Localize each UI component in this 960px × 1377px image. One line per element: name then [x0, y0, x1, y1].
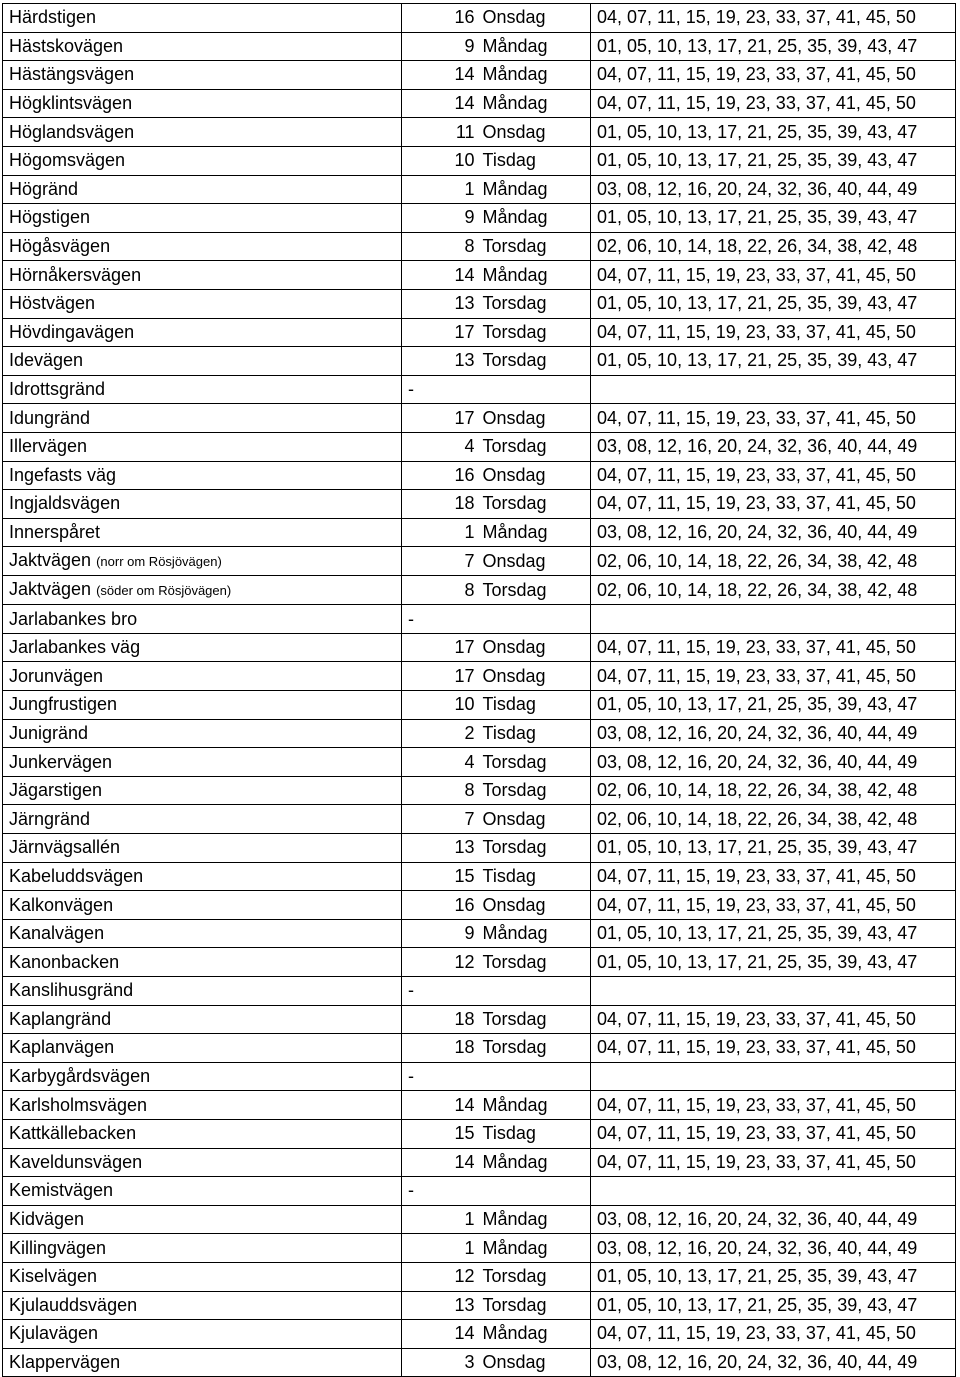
week-numbers: 04, 07, 11, 15, 19, 23, 33, 37, 41, 45, 50 — [591, 633, 956, 662]
route-number: 1 — [402, 518, 479, 547]
weekday: Torsdag — [479, 834, 591, 863]
street-name: Högklintsvägen — [9, 93, 133, 114]
week-numbers: 03, 08, 12, 16, 20, 24, 32, 36, 40, 44, 49 — [591, 175, 956, 204]
street-cell — [3, 375, 402, 404]
weekday: Måndag — [479, 175, 591, 204]
weekday: Tisdag — [479, 691, 591, 720]
week-numbers: 04, 07, 11, 15, 19, 23, 33, 37, 41, 45, 50 — [591, 862, 956, 891]
table-row — [3, 347, 956, 376]
week-numbers: 04, 07, 11, 15, 19, 23, 33, 37, 41, 45, 50 — [591, 1148, 956, 1177]
weekday: Torsdag — [479, 289, 591, 318]
weekday: Måndag — [479, 261, 591, 290]
route-number: 2 — [402, 719, 479, 748]
street-name: Jaktvägen — [9, 579, 92, 600]
week-numbers: 04, 07, 11, 15, 19, 23, 33, 37, 41, 45, 50 — [591, 490, 956, 519]
table-row — [3, 432, 956, 461]
route-number: 1 — [402, 175, 479, 204]
street-name: Järngränd — [9, 808, 91, 829]
street-name: Kaplanvägen — [9, 1037, 115, 1058]
street-cell — [3, 146, 402, 175]
table-row — [3, 547, 956, 576]
weekday: Tisdag — [479, 862, 591, 891]
weekday: Onsdag — [479, 662, 591, 691]
weekday: Torsdag — [479, 318, 591, 347]
street-note: (söder om Rösjövägen) — [96, 583, 232, 599]
table-row — [3, 175, 956, 204]
weekday: Onsdag — [479, 891, 591, 920]
route-number: 3 — [402, 1348, 479, 1377]
route-number: 14 — [402, 89, 479, 118]
week-numbers: 02, 06, 10, 14, 18, 22, 26, 34, 38, 42, 48 — [591, 576, 956, 605]
table-row — [3, 576, 956, 605]
week-numbers: 04, 07, 11, 15, 19, 23, 33, 37, 41, 45, 50 — [591, 404, 956, 433]
route-number: 17 — [402, 633, 479, 662]
table-row — [3, 1177, 956, 1206]
table-body — [3, 4, 956, 1377]
week-numbers: 03, 08, 12, 16, 20, 24, 32, 36, 40, 44, 49 — [591, 748, 956, 777]
street-cell — [3, 32, 402, 61]
street-name: Hörnåkersvägen — [9, 264, 142, 285]
street-cell — [3, 1005, 402, 1034]
weekday: Måndag — [479, 1205, 591, 1234]
weekday: Tisdag — [479, 719, 591, 748]
week-numbers: 03, 08, 12, 16, 20, 24, 32, 36, 40, 44, 49 — [591, 719, 956, 748]
route-number: 1 — [402, 1205, 479, 1234]
street-cell — [3, 289, 402, 318]
street-name: Högomsvägen — [9, 150, 126, 171]
street-name: Högstigen — [9, 207, 91, 228]
week-numbers: 03, 08, 12, 16, 20, 24, 32, 36, 40, 44, 49 — [591, 1348, 956, 1377]
week-numbers: 04, 07, 11, 15, 19, 23, 33, 37, 41, 45, 50 — [591, 461, 956, 490]
street-cell — [3, 61, 402, 90]
table-row — [3, 404, 956, 433]
street-cell — [3, 719, 402, 748]
street-name: Hövdingavägen — [9, 321, 135, 342]
street-name: Järnvägsallén — [9, 837, 121, 858]
table-row — [3, 776, 956, 805]
weekday: Torsdag — [479, 1291, 591, 1320]
weekday — [479, 1062, 591, 1091]
week-numbers: 03, 08, 12, 16, 20, 24, 32, 36, 40, 44, 49 — [591, 1205, 956, 1234]
table-row — [3, 977, 956, 1006]
weekday: Torsdag — [479, 432, 591, 461]
weekday: Måndag — [479, 89, 591, 118]
street-name: Idrottsgränd — [9, 379, 106, 400]
street-name: Jungfrustigen — [9, 694, 118, 715]
collection-schedule-table — [2, 3, 956, 1377]
route-number: 18 — [402, 490, 479, 519]
street-cell — [3, 318, 402, 347]
weekday: Måndag — [479, 61, 591, 90]
street-cell — [3, 576, 402, 605]
table-row — [3, 605, 956, 634]
street-cell — [3, 1034, 402, 1063]
week-numbers: 04, 07, 11, 15, 19, 23, 33, 37, 41, 45, 50 — [591, 261, 956, 290]
week-numbers: 02, 06, 10, 14, 18, 22, 26, 34, 38, 42, 48 — [591, 547, 956, 576]
table-row — [3, 834, 956, 863]
weekday: Tisdag — [479, 1119, 591, 1148]
week-numbers: 04, 07, 11, 15, 19, 23, 33, 37, 41, 45, 50 — [591, 891, 956, 920]
weekday — [479, 1177, 591, 1206]
route-number: 16 — [402, 4, 479, 33]
table-row — [3, 805, 956, 834]
table-row — [3, 204, 956, 233]
table-row — [3, 232, 956, 261]
street-name: Killingvägen — [9, 1237, 107, 1258]
street-name: Högränd — [9, 178, 79, 199]
route-number: 18 — [402, 1005, 479, 1034]
week-numbers: 01, 05, 10, 13, 17, 21, 25, 35, 39, 43, 47 — [591, 204, 956, 233]
street-name: Jaktvägen — [9, 550, 92, 571]
week-numbers: 03, 08, 12, 16, 20, 24, 32, 36, 40, 44, 49 — [591, 432, 956, 461]
route-number: - — [402, 977, 479, 1006]
weekday — [479, 605, 591, 634]
street-cell — [3, 432, 402, 461]
street-cell — [3, 1262, 402, 1291]
street-cell — [3, 977, 402, 1006]
table-row — [3, 32, 956, 61]
street-cell — [3, 1291, 402, 1320]
street-cell — [3, 261, 402, 290]
street-name: Höstvägen — [9, 293, 96, 314]
street-cell — [3, 1205, 402, 1234]
route-number: 14 — [402, 261, 479, 290]
route-number: 13 — [402, 1291, 479, 1320]
weekday: Måndag — [479, 1091, 591, 1120]
street-cell — [3, 919, 402, 948]
street-name: Illervägen — [9, 436, 88, 457]
street-cell — [3, 175, 402, 204]
street-name: Hästskovägen — [9, 35, 124, 56]
route-number: 9 — [402, 204, 479, 233]
street-cell — [3, 1348, 402, 1377]
table-row — [3, 61, 956, 90]
week-numbers: 01, 05, 10, 13, 17, 21, 25, 35, 39, 43, 47 — [591, 948, 956, 977]
street-cell — [3, 518, 402, 547]
weekday: Torsdag — [479, 748, 591, 777]
route-number: 15 — [402, 862, 479, 891]
week-numbers: 03, 08, 12, 16, 20, 24, 32, 36, 40, 44, 49 — [591, 1234, 956, 1263]
route-number: 16 — [402, 891, 479, 920]
route-number: 13 — [402, 347, 479, 376]
street-name: Ingefasts väg — [9, 464, 117, 485]
week-numbers: 04, 07, 11, 15, 19, 23, 33, 37, 41, 45, 50 — [591, 61, 956, 90]
street-name: Kemistvägen — [9, 1180, 114, 1201]
street-cell — [3, 1320, 402, 1349]
street-name: Kjulavägen — [9, 1323, 99, 1344]
weekday: Torsdag — [479, 948, 591, 977]
route-number: 17 — [402, 662, 479, 691]
weekday: Torsdag — [479, 1005, 591, 1034]
table-row — [3, 862, 956, 891]
weekday: Torsdag — [479, 1262, 591, 1291]
week-numbers: 04, 07, 11, 15, 19, 23, 33, 37, 41, 45, 50 — [591, 662, 956, 691]
table-row — [3, 518, 956, 547]
street-cell — [3, 776, 402, 805]
table-row — [3, 1348, 956, 1377]
table-row — [3, 1262, 956, 1291]
street-cell — [3, 89, 402, 118]
weekday — [479, 375, 591, 404]
weekday: Torsdag — [479, 1034, 591, 1063]
street-cell — [3, 547, 402, 576]
weekday: Onsdag — [479, 461, 591, 490]
street-cell — [3, 1148, 402, 1177]
week-numbers: 04, 07, 11, 15, 19, 23, 33, 37, 41, 45, 50 — [591, 1119, 956, 1148]
route-number: 10 — [402, 691, 479, 720]
week-numbers: 03, 08, 12, 16, 20, 24, 32, 36, 40, 44, 49 — [591, 518, 956, 547]
street-name: Kanonbacken — [9, 951, 120, 972]
street-name: Kanslihusgränd — [9, 980, 134, 1001]
table-row — [3, 719, 956, 748]
route-number: 16 — [402, 461, 479, 490]
street-cell — [3, 461, 402, 490]
route-number: 9 — [402, 32, 479, 61]
street-name: Kaplangränd — [9, 1008, 112, 1029]
week-numbers: 04, 07, 11, 15, 19, 23, 33, 37, 41, 45, 50 — [591, 89, 956, 118]
route-number: 7 — [402, 547, 479, 576]
weekday: Torsdag — [479, 490, 591, 519]
weekday: Måndag — [479, 1148, 591, 1177]
street-cell — [3, 605, 402, 634]
week-numbers: 04, 07, 11, 15, 19, 23, 33, 37, 41, 45, 50 — [591, 1005, 956, 1034]
week-numbers: 01, 05, 10, 13, 17, 21, 25, 35, 39, 43, 47 — [591, 919, 956, 948]
week-numbers: 01, 05, 10, 13, 17, 21, 25, 35, 39, 43, 47 — [591, 834, 956, 863]
weekday: Måndag — [479, 518, 591, 547]
route-number: 17 — [402, 318, 479, 347]
street-name: Junigränd — [9, 722, 89, 743]
route-number: 1 — [402, 1234, 479, 1263]
week-numbers — [591, 605, 956, 634]
weekday: Måndag — [479, 1320, 591, 1349]
route-number: 4 — [402, 748, 479, 777]
street-cell — [3, 4, 402, 33]
route-number: 14 — [402, 61, 479, 90]
table-row — [3, 1005, 956, 1034]
street-cell — [3, 891, 402, 920]
route-number: 17 — [402, 404, 479, 433]
street-name: Kjulauddsvägen — [9, 1294, 138, 1315]
week-numbers: 02, 06, 10, 14, 18, 22, 26, 34, 38, 42, 48 — [591, 805, 956, 834]
street-name: Kanalvägen — [9, 923, 105, 944]
table-row — [3, 289, 956, 318]
weekday: Onsdag — [479, 404, 591, 433]
route-number: 14 — [402, 1320, 479, 1349]
weekday: Måndag — [479, 32, 591, 61]
weekday — [479, 977, 591, 1006]
table-row — [3, 1291, 956, 1320]
week-numbers: 01, 05, 10, 13, 17, 21, 25, 35, 39, 43, 47 — [591, 146, 956, 175]
table-row — [3, 261, 956, 290]
table-row — [3, 1320, 956, 1349]
route-number: - — [402, 375, 479, 404]
route-number: 12 — [402, 1262, 479, 1291]
route-number: 11 — [402, 118, 479, 147]
route-number: 8 — [402, 576, 479, 605]
route-number: 14 — [402, 1148, 479, 1177]
route-number: 15 — [402, 1119, 479, 1148]
week-numbers: 01, 05, 10, 13, 17, 21, 25, 35, 39, 43, 47 — [591, 1262, 956, 1291]
street-name: Kidvägen — [9, 1209, 85, 1230]
street-cell — [3, 805, 402, 834]
street-cell — [3, 1091, 402, 1120]
route-number: 18 — [402, 1034, 479, 1063]
weekday: Onsdag — [479, 1348, 591, 1377]
weekday: Torsdag — [479, 576, 591, 605]
table-row — [3, 146, 956, 175]
street-name: Ingjaldsvägen — [9, 493, 121, 514]
weekday: Tisdag — [479, 146, 591, 175]
weekday: Torsdag — [479, 347, 591, 376]
street-cell — [3, 404, 402, 433]
table-row — [3, 461, 956, 490]
street-name: Hästängsvägen — [9, 64, 135, 85]
week-numbers: 04, 07, 11, 15, 19, 23, 33, 37, 41, 45, 50 — [591, 1034, 956, 1063]
street-cell — [3, 1119, 402, 1148]
table-row — [3, 1148, 956, 1177]
street-cell — [3, 204, 402, 233]
weekday: Onsdag — [479, 118, 591, 147]
street-cell — [3, 1234, 402, 1263]
table-row — [3, 919, 956, 948]
street-cell — [3, 347, 402, 376]
week-numbers: 01, 05, 10, 13, 17, 21, 25, 35, 39, 43, 47 — [591, 32, 956, 61]
table-row — [3, 1205, 956, 1234]
table-row — [3, 662, 956, 691]
street-cell — [3, 691, 402, 720]
weekday: Onsdag — [479, 805, 591, 834]
street-name: Jorunvägen — [9, 665, 104, 686]
table-row — [3, 1091, 956, 1120]
street-name: Idungränd — [9, 407, 91, 428]
street-name: Innerspåret — [9, 521, 101, 542]
week-numbers: 01, 05, 10, 13, 17, 21, 25, 35, 39, 43, 47 — [591, 118, 956, 147]
street-name: Idevägen — [9, 350, 84, 371]
street-name: Jägarstigen — [9, 780, 103, 801]
weekday: Torsdag — [479, 232, 591, 261]
street-name: Junkervägen — [9, 751, 113, 772]
table-row — [3, 748, 956, 777]
street-cell — [3, 948, 402, 977]
table-row — [3, 118, 956, 147]
street-name: Kabeluddsvägen — [9, 865, 144, 886]
street-cell — [3, 633, 402, 662]
route-number: 9 — [402, 919, 479, 948]
route-number: - — [402, 1177, 479, 1206]
week-numbers: 01, 05, 10, 13, 17, 21, 25, 35, 39, 43, 47 — [591, 347, 956, 376]
weekday: Måndag — [479, 919, 591, 948]
weekday: Torsdag — [479, 776, 591, 805]
route-number: 12 — [402, 948, 479, 977]
street-name: Höglandsvägen — [9, 121, 135, 142]
street-name: Klappervägen — [9, 1352, 121, 1373]
table-row — [3, 691, 956, 720]
table-row — [3, 1119, 956, 1148]
table-row — [3, 1234, 956, 1263]
table-row — [3, 948, 956, 977]
table-row — [3, 318, 956, 347]
street-cell — [3, 1062, 402, 1091]
week-numbers: 01, 05, 10, 13, 17, 21, 25, 35, 39, 43, 47 — [591, 289, 956, 318]
weekday: Onsdag — [479, 633, 591, 662]
table-row — [3, 1062, 956, 1091]
week-numbers: 01, 05, 10, 13, 17, 21, 25, 35, 39, 43, 47 — [591, 691, 956, 720]
table-row — [3, 4, 956, 33]
street-cell — [3, 834, 402, 863]
route-number: 7 — [402, 805, 479, 834]
street-name: Härdstigen — [9, 7, 97, 28]
table-row — [3, 490, 956, 519]
week-numbers: 01, 05, 10, 13, 17, 21, 25, 35, 39, 43, 47 — [591, 1291, 956, 1320]
route-number: - — [402, 605, 479, 634]
street-name: Kattkällebacken — [9, 1123, 137, 1144]
street-cell — [3, 748, 402, 777]
street-cell — [3, 490, 402, 519]
week-numbers — [591, 977, 956, 1006]
week-numbers: 04, 07, 11, 15, 19, 23, 33, 37, 41, 45, 50 — [591, 318, 956, 347]
table-row — [3, 633, 956, 662]
weekday: Onsdag — [479, 4, 591, 33]
week-numbers — [591, 1177, 956, 1206]
table-row — [3, 891, 956, 920]
weekday: Måndag — [479, 1234, 591, 1263]
weekday: Onsdag — [479, 547, 591, 576]
street-name: Kaveldunsvägen — [9, 1151, 143, 1172]
week-numbers — [591, 1062, 956, 1091]
street-name: Jarlabankes bro — [9, 608, 138, 629]
street-name: Karbygårdsvägen — [9, 1066, 151, 1087]
week-numbers — [591, 375, 956, 404]
street-cell — [3, 1177, 402, 1206]
street-name: Högåsvägen — [9, 236, 111, 257]
table-row — [3, 375, 956, 404]
street-cell — [3, 862, 402, 891]
week-numbers: 04, 07, 11, 15, 19, 23, 33, 37, 41, 45, 50 — [591, 4, 956, 33]
route-number: 13 — [402, 289, 479, 318]
table-row — [3, 89, 956, 118]
street-name: Karlsholmsvägen — [9, 1094, 148, 1115]
route-number: 10 — [402, 146, 479, 175]
route-number: 14 — [402, 1091, 479, 1120]
week-numbers: 02, 06, 10, 14, 18, 22, 26, 34, 38, 42, 48 — [591, 232, 956, 261]
street-note: (norr om Rösjövägen) — [96, 554, 222, 570]
weekday: Måndag — [479, 204, 591, 233]
street-name: Jarlabankes väg — [9, 637, 141, 658]
route-number: - — [402, 1062, 479, 1091]
route-number: 4 — [402, 432, 479, 461]
table-row — [3, 1034, 956, 1063]
street-cell — [3, 662, 402, 691]
route-number: 8 — [402, 776, 479, 805]
street-name: Kiselvägen — [9, 1266, 98, 1287]
street-name: Kalkonvägen — [9, 894, 114, 915]
week-numbers: 02, 06, 10, 14, 18, 22, 26, 34, 38, 42, 48 — [591, 776, 956, 805]
route-number: 13 — [402, 834, 479, 863]
week-numbers: 04, 07, 11, 15, 19, 23, 33, 37, 41, 45, 50 — [591, 1320, 956, 1349]
street-cell — [3, 232, 402, 261]
route-number: 8 — [402, 232, 479, 261]
week-numbers: 04, 07, 11, 15, 19, 23, 33, 37, 41, 45, 50 — [591, 1091, 956, 1120]
street-cell — [3, 118, 402, 147]
